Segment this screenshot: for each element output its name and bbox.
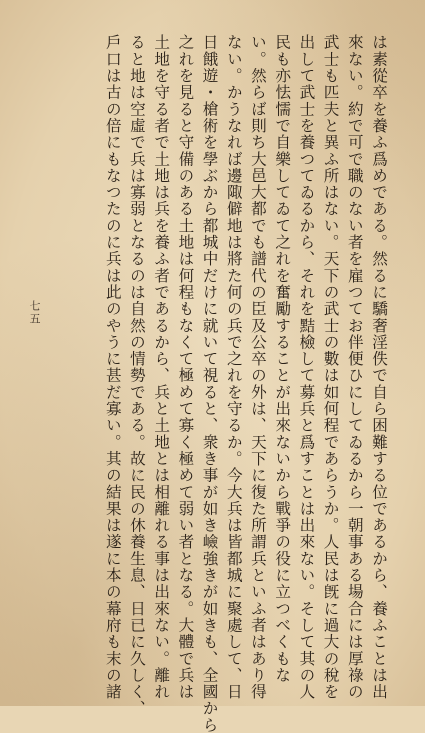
text-column: ると地は空虛で兵は寡弱となるのは自然の情勢である。故に民の休養生息、日已に久しく、 xyxy=(127,34,146,717)
text-column: 日餓遊・槍術を學ぶから都城中だけに就いて視ると、衆き事が如き嶮強きが如きも、全國から xyxy=(200,34,219,733)
text-column: 來ない。約で可で職のない者を雇つてお伴便ひにしてゐるから一朝事ある場合には厚祿の xyxy=(345,34,364,700)
vertical-text-body xyxy=(1,34,391,733)
text-column: 戶口は古の倍にもなつたのに兵は此のやうに甚だ寡い。其の結果は遂に本の幕府も末の諸 xyxy=(103,34,122,700)
text-column: 之れを見ると守備のある土地は何程もなくて極めて寡く極めて弱い者となる。大體で兵は xyxy=(176,34,195,700)
text-column: は素從卒を養ふ爲めである。然るに驕奢淫佚で自ら困難する位であるから、養ふことは出 xyxy=(370,34,388,700)
page-number: 七五 xyxy=(28,300,41,326)
text-column: 出して武士を養つてゐるから、それを黠檢して募兵と爲すことは出來ない。そして其の人 xyxy=(297,34,316,700)
text-column: 土地を守る者で土地は兵を養ふ者であるから、兵と土地とは相離れる事は出來ない。離れ xyxy=(152,34,171,700)
text-column: ない。かうなれば邊陬僻地は將た何の兵で之れを守るか。今大兵は皆都城に聚處して、日 xyxy=(224,34,243,700)
text-column: 民も亦怯懦で自樂してゐて之れを奮勵することが出來ないから戰爭の役に立つべくもな xyxy=(273,34,292,684)
text-column: 武士も匹夫と異ふ所はない。天下の武士の數は如何程であらうか。人民は旣に過大の稅を xyxy=(321,34,340,700)
text-column: い。然らば則ち大邑大都でも譜代の臣及公卒の外は、天下に復た所謂兵といふ者はあり得 xyxy=(248,34,267,700)
